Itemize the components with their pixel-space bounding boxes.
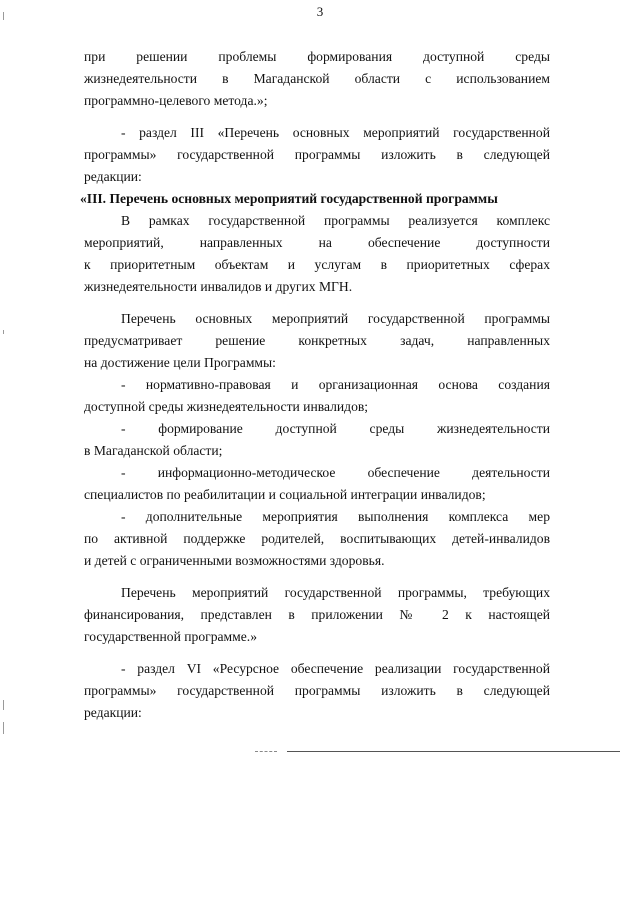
list-item <box>84 418 550 462</box>
text-line: при решении проблемы формирования доступной среды <box>84 49 550 64</box>
text-line: - раздел VI «Ресурсное обеспечение реализации государственной <box>121 661 550 676</box>
section-iii-heading: «III. Перечень основных мероприятий государственной программы <box>80 191 498 206</box>
paragraph-section-vi-instruction <box>84 658 550 724</box>
list-item <box>84 462 550 506</box>
text-line: В рамках государственной программы реализуется комплекс <box>121 213 550 228</box>
scan-margin-mark <box>3 330 4 334</box>
scan-margin-mark <box>3 12 4 20</box>
text-line: редакции: <box>84 169 142 184</box>
text-line: Перечень мероприятий государственной программы, требующих <box>121 585 550 600</box>
paragraph-financing <box>84 582 550 648</box>
scan-margin-mark <box>3 700 4 710</box>
text-line: - формирование доступной среды жизнедеятельности <box>121 421 550 436</box>
text-line: на достижение цели Программы: <box>84 355 276 370</box>
text-line: в Магаданской области; <box>84 443 223 458</box>
text-line: предусматривает решение конкретных задач, направленных <box>84 333 550 348</box>
list-item <box>84 374 550 418</box>
paragraph-section-iii-instruction <box>84 122 550 188</box>
text-line: и детей с ограниченными возможностями здоровья. <box>84 553 385 568</box>
list-item <box>84 506 550 572</box>
document-body <box>80 46 550 724</box>
text-line: специалистов по реабилитации и социальной интеграции инвалидов; <box>84 487 486 502</box>
text-line: жизнедеятельности в Магаданской области с использованием <box>84 71 550 86</box>
text-line: Перечень основных мероприятий государственной программы <box>121 311 550 326</box>
text-line: мероприятий, направленных на обеспечение доступности <box>84 235 550 250</box>
text-line: редакции: <box>84 705 142 720</box>
scan-artifact-line <box>255 751 277 752</box>
page-number: 3 <box>316 4 324 19</box>
text-line: программно-целевого метода.»; <box>84 93 268 108</box>
text-line: финансирования, представлен в приложении № 2 к настоящей <box>84 607 550 622</box>
paragraph-list-intro <box>84 308 550 374</box>
section-heading <box>80 188 550 210</box>
text-line: жизнедеятельности инвалидов и других МГН. <box>84 279 353 294</box>
scan-margin-mark <box>3 722 4 734</box>
text-line: программы» государственной программы изложить в следующей <box>84 683 550 698</box>
text-line: по активной поддержке родителей, воспитывающих детей-инвалидов <box>84 531 550 546</box>
text-line: доступной среды жизнедеятельности инвалидов; <box>84 399 369 414</box>
text-line: - нормативно-правовая и организационная основа создания <box>121 377 550 392</box>
text-line: - информационно-методическое обеспечение деятельности <box>121 465 550 480</box>
bottom-rule <box>287 751 620 752</box>
paragraph-complex-of-measures <box>84 210 550 298</box>
text-line: государственной программе.» <box>84 629 257 644</box>
text-line: к приоритетным объектам и услугам в приоритетных сферах <box>84 257 550 272</box>
text-line: - раздел III «Перечень основных мероприятий государственной <box>121 125 550 140</box>
text-line: программы» государственной программы изложить в следующей <box>84 147 550 162</box>
paragraph-intro-continuation <box>84 46 550 112</box>
text-line: - дополнительные мероприятия выполнения комплекса мер <box>121 509 550 524</box>
